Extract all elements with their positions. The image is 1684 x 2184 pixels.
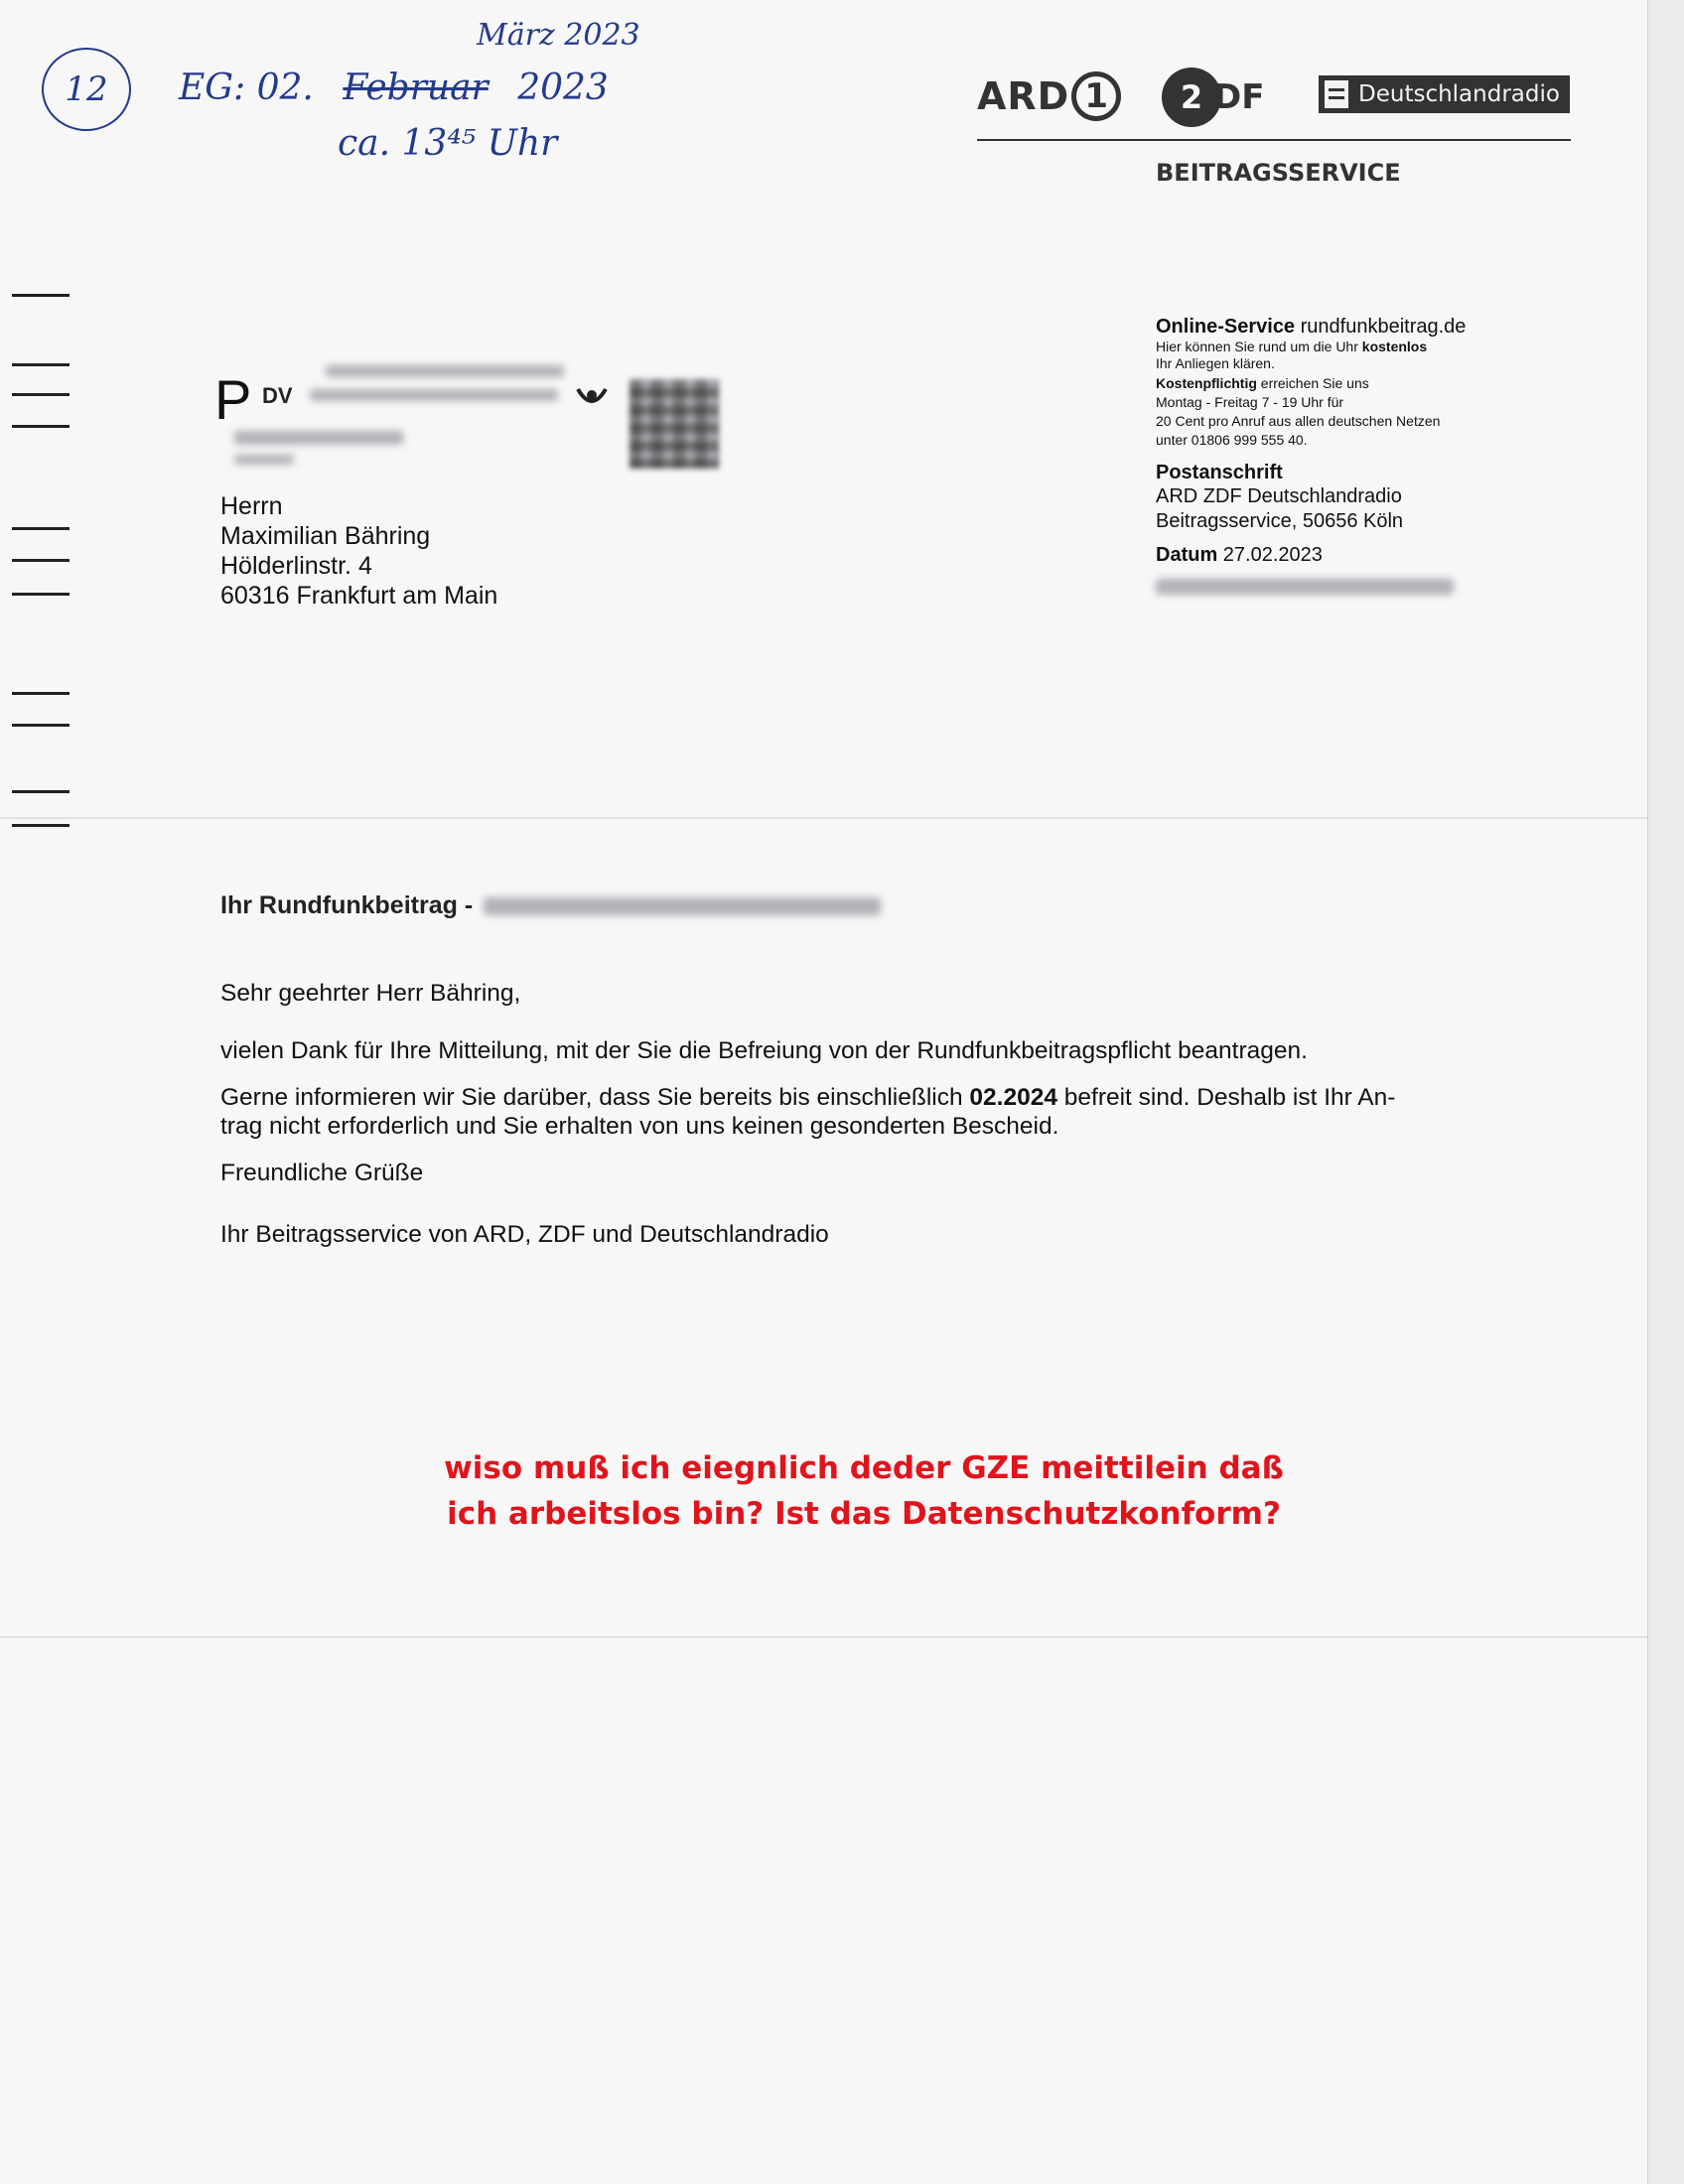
redacted-sender xyxy=(234,431,403,445)
post-horn-icon xyxy=(574,379,610,415)
redacted-contribution-number xyxy=(484,897,881,915)
radio-document-icon xyxy=(1325,80,1348,108)
redacted-postage-text xyxy=(326,365,564,377)
letter-closing: Freundliche Grüße xyxy=(220,1160,424,1186)
letter-body xyxy=(220,979,1571,1249)
letter-date: 27.02.2023 xyxy=(1222,544,1323,566)
red-annotation: wiso muß ich eiegnlich deder GZE meittilein daß ich arbeitslos bin? Ist das Datenschutzkonform? xyxy=(444,1450,1284,1532)
handwritten-line-1: EG: 02. Februar 2023 xyxy=(179,68,609,108)
handwritten-month-correction: März 2023 xyxy=(477,18,640,53)
redacted-reference xyxy=(1156,579,1454,595)
online-service-url: rundfunkbeitrag.de xyxy=(1300,316,1467,338)
broadcaster-logos xyxy=(977,68,1571,187)
letter-greeting: Sehr geehrter Herr Bähring, xyxy=(220,980,521,1007)
redacted-qr-code xyxy=(630,379,719,469)
handwritten-line-2: ca. 13⁴⁵ Uhr xyxy=(338,123,558,164)
beitragsservice-label: BEITRAGSSERVICE xyxy=(1156,159,1401,187)
handwritten-circled-number: 12 xyxy=(42,48,131,131)
contact-info: Online-Service rundfunkbeitrag.de Hier können Sie rund um die Uhr kostenlos Ihr Anliegen klären. Kostenpflichtig erreichen Sie uns Montag - Freitag 7 - 19 Uhr für 20 Cent pro Anruf aus allen deutschen Netzen unter 01806 999 555 40. Postanschrift ARD ZDF Deutschlandradio Beitragsservice, 50656 Köln Datum 27.02.2023 xyxy=(1156,316,1503,595)
fold-line xyxy=(0,1636,1648,1638)
redacted-postage-text xyxy=(310,389,558,401)
redacted-sender xyxy=(234,455,294,465)
ard-logo: ARD 1 xyxy=(977,71,1121,121)
exemption-date: 02.2024 xyxy=(969,1084,1057,1111)
header-rule xyxy=(977,139,1571,141)
postage-block: P DV xyxy=(214,359,721,478)
fold-line xyxy=(0,817,1648,819)
handwritten-crossed-word: Februar xyxy=(343,68,489,108)
zdf-logo: 2 DF xyxy=(1162,68,1264,127)
scan-edge xyxy=(1647,0,1684,2184)
letter-signature: Ihr Beitragsservice von ARD, ZDF und Deutschlandradio xyxy=(220,1221,829,1248)
deutschlandradio-logo: Deutschlandradio xyxy=(1319,75,1570,113)
recipient-address: Herrn Maximilian Bähring Hölderlinstr. 4 60316 Frankfurt am Main xyxy=(220,492,498,610)
letter-paragraph: vielen Dank für Ihre Mitteilung, mit der Sie die Befreiung von der Rundfunkbeitragspflicht beantragen. xyxy=(220,1037,1308,1064)
recipient-name: Maximilian Bähring xyxy=(220,522,431,550)
letter-subject: Ihr Rundfunkbeitrag - xyxy=(220,891,881,920)
letter-paragraph: Gerne informieren wir Sie darüber, dass Sie bereits bis einschließlich 02.2024 befreit sind. Deshalb ist Ihr An- trag nicht erforderlich und Sie erhalten von uns keinen gesonderten Bescheid. xyxy=(220,1084,1396,1140)
